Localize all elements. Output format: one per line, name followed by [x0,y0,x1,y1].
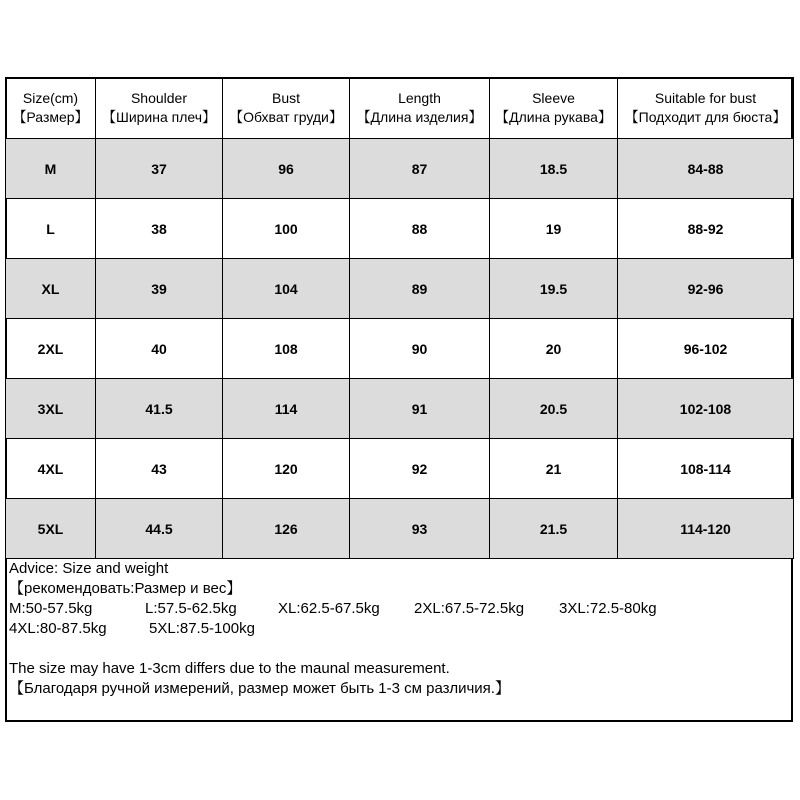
cell-size: L [6,199,96,259]
header-length: Length 【Длина изделия】 [350,78,490,139]
table-row [6,259,794,319]
header-row [6,78,794,139]
cell-size: 3XL [6,379,96,439]
cell-size: 5XL [6,499,96,559]
cell-suitable-bust: 92-96 [618,259,794,319]
cell-bust: 108 [223,319,350,379]
weight-2xl: 2XL:67.5-72.5kg [414,600,525,617]
cell-shoulder: 39 [96,259,223,319]
notes-spacer [9,639,789,659]
cell-suitable-bust: 108-114 [618,439,794,499]
cell-length: 89 [350,259,490,319]
cell-length: 92 [350,439,490,499]
cell-sleeve: 19 [490,199,618,259]
cell-size: M [6,139,96,199]
table-row [6,139,794,199]
cell-suitable-bust: 84-88 [618,139,794,199]
weights-line-2 [9,619,789,639]
cell-shoulder: 44.5 [96,499,223,559]
weight-5xl: 5XL:87.5-100kg [149,620,255,637]
weight-xl: XL:62.5-67.5kg [278,600,380,617]
table-row [6,499,794,559]
cell-sleeve: 19.5 [490,259,618,319]
cell-suitable-bust: 102-108 [618,379,794,439]
cell-bust: 114 [223,379,350,439]
cell-shoulder: 43 [96,439,223,499]
table-row [6,379,794,439]
cell-sleeve: 21 [490,439,618,499]
cell-bust: 120 [223,439,350,499]
header-bust: Bust 【Обхват груди】 [223,78,350,139]
weight-m: M:50-57.5kg [9,600,93,617]
cell-suitable-bust: 114-120 [618,499,794,559]
advice-title-en: Advice: Size and weight [9,560,169,577]
cell-length: 91 [350,379,490,439]
table-row [6,319,794,379]
weights-line-1 [9,599,789,619]
header-sleeve: Sleeve 【Длина рукава】 [490,78,618,139]
cell-suitable-bust: 88-92 [618,199,794,259]
cell-bust: 96 [223,139,350,199]
header-size: Size(cm) 【Размер】 [6,78,96,139]
table-row [6,439,794,499]
cell-sleeve: 18.5 [490,139,618,199]
cell-length: 88 [350,199,490,259]
header-shoulder: Shoulder 【Ширина плеч】 [96,78,223,139]
cell-bust: 100 [223,199,350,259]
cell-shoulder: 38 [96,199,223,259]
cell-size: 2XL [6,319,96,379]
cell-shoulder: 40 [96,319,223,379]
cell-sleeve: 20 [490,319,618,379]
weight-3xl: 3XL:72.5-80kg [559,600,657,617]
cell-size: 4XL [6,439,96,499]
cell-sleeve: 21.5 [490,499,618,559]
cell-length: 87 [350,139,490,199]
table-row [6,199,794,259]
weight-4xl: 4XL:80-87.5kg [9,620,107,637]
disclaimer-en: The size may have 1-3cm differs due to the maunal measurement. [9,660,450,677]
cell-length: 90 [350,319,490,379]
cell-size: XL [6,259,96,319]
cell-shoulder: 41.5 [96,379,223,439]
advice-title-ru: 【рекомендовать:Размер и вес】 [9,580,242,597]
cell-bust: 104 [223,259,350,319]
weight-l: L:57.5-62.5kg [145,600,237,617]
header-suitable-for-bust: Suitable for bust 【Подходит для бюста】 [618,78,794,139]
cell-shoulder: 37 [96,139,223,199]
disclaimer-ru: 【Благодаря ручной измерений, размер может быть 1-3 см различия.】 [9,680,510,697]
size-chart-table [5,77,794,559]
cell-length: 93 [350,499,490,559]
cell-suitable-bust: 96-102 [618,319,794,379]
cell-sleeve: 20.5 [490,379,618,439]
advice-notes [9,559,789,699]
cell-bust: 126 [223,499,350,559]
